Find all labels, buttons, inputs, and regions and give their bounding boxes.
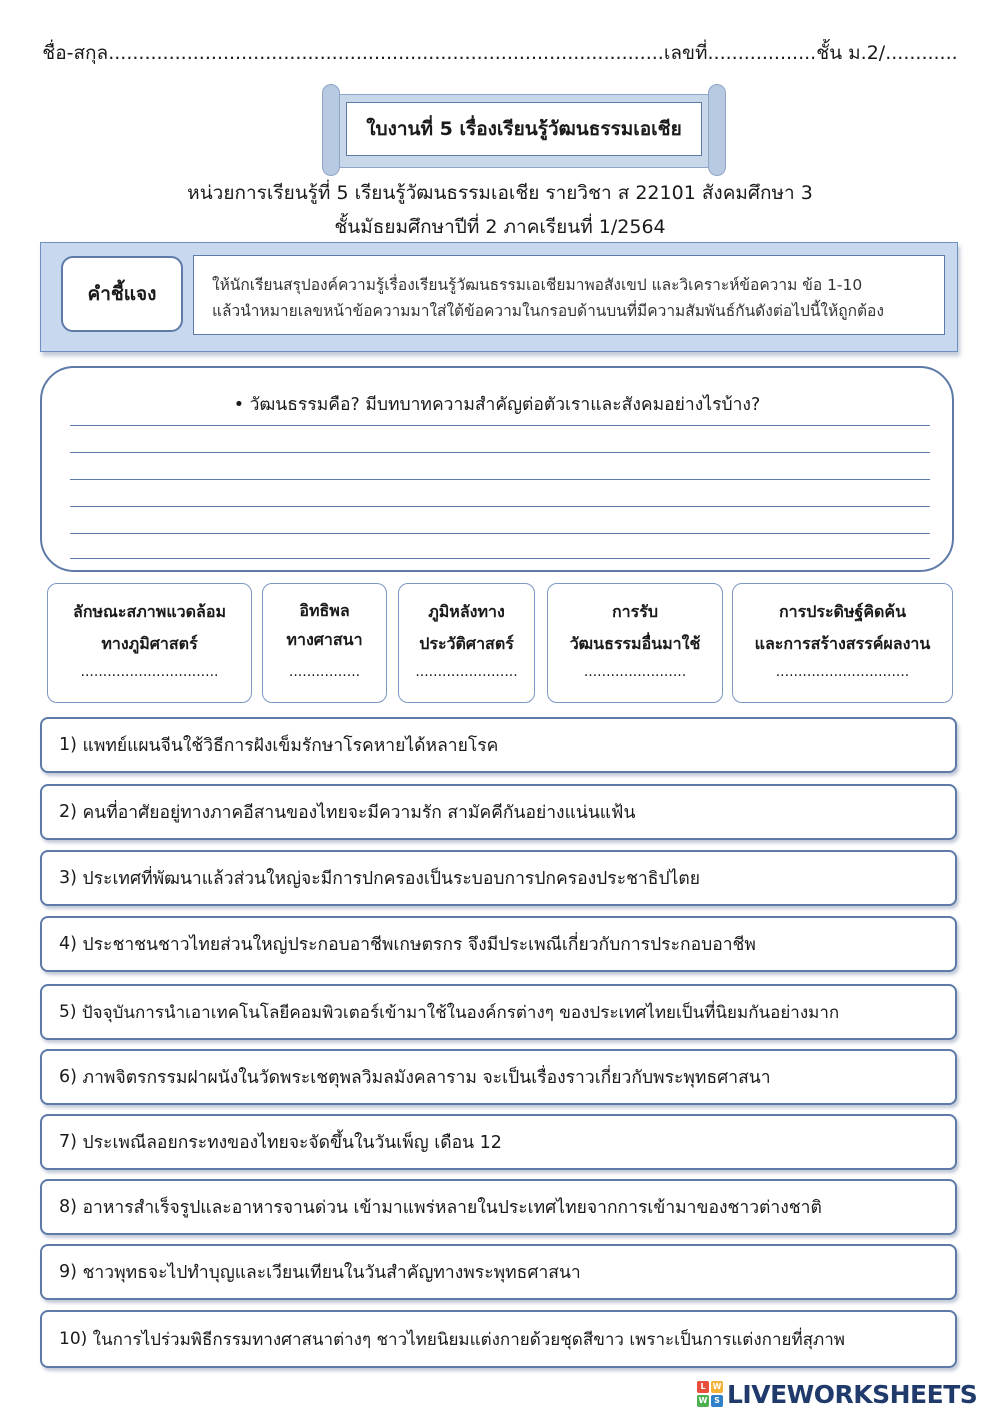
instructions-panel bbox=[40, 242, 958, 352]
number-label: เลขที่ bbox=[663, 42, 708, 64]
scroll-curl-left bbox=[322, 84, 340, 176]
instructions-text bbox=[193, 255, 945, 335]
name-blank[interactable]: ............................................................................................ bbox=[108, 42, 664, 64]
category-line-2: ทางศาสนา bbox=[286, 630, 363, 649]
statement-text: คนที่อาศัยอยู่ทางภาคอีสานของไทยจะมีความรัก สามัคคีกันอย่างแน่นแฟ้น bbox=[82, 803, 636, 823]
question-answer-box[interactable] bbox=[40, 366, 954, 572]
worksheet-title: ใบงานที่ 5 เรื่องเรียนรู้วัฒนธรรมเอเชีย bbox=[346, 102, 702, 156]
name-label: ชื่อ-สกุล bbox=[42, 42, 109, 64]
statement-number: 2) bbox=[59, 802, 77, 822]
statement-item[interactable] bbox=[40, 717, 957, 773]
answer-line[interactable] bbox=[70, 558, 930, 559]
statement-number: 5) bbox=[59, 1002, 77, 1022]
category-answer-blank[interactable]: ................ bbox=[288, 664, 361, 680]
class-blank[interactable]: ............ bbox=[885, 42, 958, 64]
number-blank[interactable]: .................. bbox=[707, 42, 817, 64]
student-info-line bbox=[0, 38, 1000, 68]
answer-line[interactable] bbox=[70, 506, 930, 507]
statement-number: 1) bbox=[59, 735, 77, 755]
category-line-2: วัฒนธรรมอื่นมาใช้ bbox=[569, 634, 701, 653]
category-geography bbox=[47, 583, 252, 703]
statement-text: ชาวพุทธจะไปทำบุญและเวียนเทียนในวันสำคัญทางพระพุทธศาสนา bbox=[82, 1263, 581, 1283]
statement-text: อาหารสำเร็จรูปและอาหารจานด่วน เข้ามาแพร่หลายในประเทศไทยจากการเข้ามาของชาวต่างชาติ bbox=[82, 1198, 822, 1218]
instructions-line-1: ให้นักเรียนสรุปองค์ความรู้เรื่องเรียนรู้วัฒนธรรมเอเชียมาพอสังเขป และวิเคราะห์ข้อความ ข้อ 1-10 bbox=[212, 276, 863, 294]
logo-text: LIVEWORKSHEETS bbox=[727, 1379, 978, 1409]
category-invention bbox=[732, 583, 953, 703]
statement-item[interactable] bbox=[40, 916, 957, 972]
statement-item[interactable] bbox=[40, 784, 957, 840]
statement-number: 8) bbox=[59, 1197, 77, 1217]
category-answer-blank[interactable]: ....................... bbox=[415, 664, 518, 680]
question-text: • วัฒนธรรมคือ? มีบทบาทความสำคัญต่อตัวเราและสังคมอย่างไรบ้าง? bbox=[233, 395, 761, 415]
liveworksheets-logo[interactable] bbox=[697, 1378, 977, 1410]
statement-number: 10) bbox=[59, 1329, 88, 1349]
statement-item[interactable] bbox=[40, 1179, 957, 1235]
statement-number: 7) bbox=[59, 1132, 77, 1152]
logo-mark-icon: L W W S bbox=[698, 1382, 722, 1405]
category-history bbox=[398, 583, 535, 703]
category-line-2: ทางภูมิศาสตร์ bbox=[101, 634, 198, 653]
statement-number: 6) bbox=[59, 1067, 77, 1087]
category-religion bbox=[262, 583, 387, 703]
class-label: ชั้น ม.2/ bbox=[816, 42, 886, 64]
answer-line[interactable] bbox=[70, 533, 930, 534]
statement-item[interactable] bbox=[40, 1114, 957, 1170]
statement-item[interactable] bbox=[40, 1049, 957, 1105]
title-banner bbox=[322, 84, 726, 176]
grade-subtitle: ชั้นมัธยมศึกษาปีที่ 2 ภาคเรียนที่ 1/2564 bbox=[334, 216, 666, 238]
instructions-label: คำชี้แจง bbox=[61, 256, 183, 332]
scroll-curl-right bbox=[708, 84, 726, 176]
category-line-1: ภูมิหลังทาง bbox=[428, 602, 505, 621]
category-line-1: การประดิษฐ์คิดค้น bbox=[778, 602, 907, 621]
category-line-1: การรับ bbox=[611, 602, 658, 621]
statement-item[interactable] bbox=[40, 984, 957, 1040]
category-cultural-adoption bbox=[547, 583, 723, 703]
statement-number: 9) bbox=[59, 1262, 77, 1282]
statement-text: ประเทศที่พัฒนาแล้วส่วนใหญ่จะมีการปกครองเป็นระบอบการปกครองประชาธิปไตย bbox=[82, 869, 701, 889]
statement-text: ประเพณีลอยกระทงของไทยจะจัดขึ้นในวันเพ็ญ เดือน 12 bbox=[82, 1133, 502, 1153]
statement-text: ภาพจิตรกรรมฝาผนังในวัดพระเชตุพลวิมลมังคลาราม จะเป็นเรื่องราวเกี่ยวกับพระพุทธศาสนา bbox=[82, 1068, 771, 1088]
category-answer-blank[interactable]: ....................... bbox=[583, 664, 687, 680]
category-line-2: ประวัติศาสตร์ bbox=[419, 634, 514, 653]
statement-text: ปัจจุบันการนำเอาเทคโนโลยีคอมพิวเตอร์เข้ามาใช้ในองค์กรต่างๆ ของประเทศไทยเป็นที่นิยมกันอย่างมาก bbox=[81, 1002, 840, 1023]
answer-line[interactable] bbox=[70, 452, 930, 453]
category-line-1: ลักษณะสภาพแวดล้อม bbox=[73, 602, 226, 621]
statement-item[interactable] bbox=[40, 1244, 957, 1300]
statement-item[interactable] bbox=[40, 1310, 957, 1368]
answer-line[interactable] bbox=[70, 479, 930, 480]
statement-text: ในการไปร่วมพิธีกรรมทางศาสนาต่างๆ ชาวไทยนิยมแต่งกายด้วยชุดสีขาว เพราะเป็นการแต่งกายที่สุภาพ bbox=[92, 1329, 845, 1350]
category-line-2: และการสร้างสรรค์ผลงาน bbox=[754, 634, 931, 653]
statement-text: ประชาชนชาวไทยส่วนใหญ่ประกอบอาชีพเกษตรกร จึงมีประเพณีเกี่ยวกับการประกอบอาชีพ bbox=[82, 935, 756, 955]
answer-line[interactable] bbox=[70, 425, 930, 426]
statement-item[interactable] bbox=[40, 850, 957, 906]
category-answer-blank[interactable]: ............................... bbox=[80, 664, 219, 680]
unit-subtitle: หน่วยการเรียนรู้ที่ 5 เรียนรู้วัฒนธรรมเอเชีย รายวิชา ส 22101 สังคมศึกษา 3 bbox=[187, 182, 813, 204]
category-line-1: อิทธิพล bbox=[299, 601, 350, 620]
statement-text: แพทย์แผนจีนใช้วิธีการฝังเข็มรักษาโรคหายได้หลายโรค bbox=[82, 736, 499, 756]
instructions-line-2: แล้วนำหมายเลขหน้าข้อความมาใส่ใต้ข้อความในกรอบด้านบนที่มีความสัมพันธ์กันดังต่อไปนี้ให้ถูกต้อง bbox=[212, 302, 884, 320]
category-answer-blank[interactable]: .............................. bbox=[775, 664, 910, 680]
statement-number: 3) bbox=[59, 868, 77, 888]
statement-number: 4) bbox=[59, 934, 77, 954]
